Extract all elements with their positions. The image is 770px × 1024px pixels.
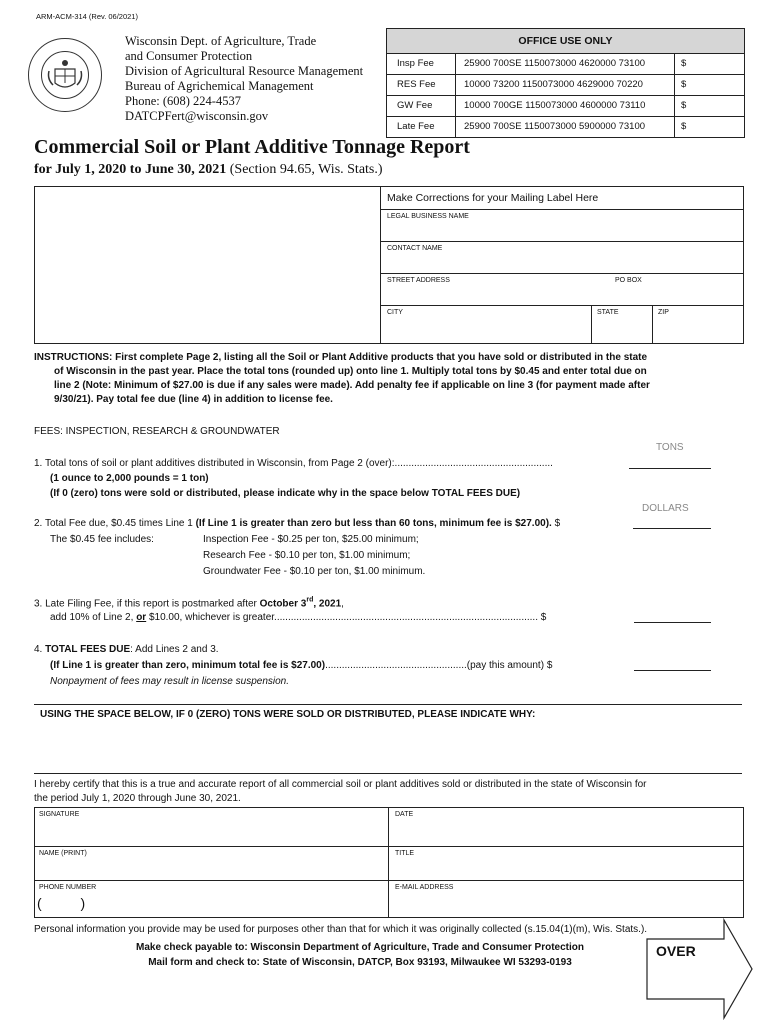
address-box	[34, 186, 744, 344]
fee-label: GW Fee	[387, 96, 456, 116]
line-3	[34, 597, 344, 609]
over-arrow-icon	[646, 918, 756, 1020]
agency-email: DATCPFert@wisconsin.gov	[125, 109, 269, 123]
legal-business-name-field[interactable]	[381, 209, 743, 241]
over-label: OVER	[656, 943, 696, 959]
field-label: CITY	[387, 309, 403, 316]
fees-heading: FEES: INSPECTION, RESEARCH & GROUNDWATER	[34, 426, 280, 437]
line-1-note: (1 ounce to 2,000 pounds = 1 ton)	[50, 473, 209, 484]
late-year: , 2021	[313, 598, 342, 610]
fee-code: 10000 700GE 1150073000 4600000 73110	[456, 96, 675, 116]
groundwater-fee-note: Groundwater Fee - $0.10 per ton, $1.00 minimum.	[203, 566, 426, 577]
subtitle-period: for July 1, 2020 to June 30, 2021	[34, 162, 227, 177]
instructions-line: line 2 (Note: Minimum of $27.00 is due if any sales were made). Add penalty fee if applicable on line 3 (for payment made after	[54, 380, 650, 391]
fee-amount[interactable]: $	[681, 58, 687, 69]
mailing-instructions: Mail form and check to: State of Wisconsin, DATCP, Box 93193, Milwaukee WI 53293-0193	[148, 957, 572, 968]
fee-code: 25900 700SE 1150073000 4620000 73100	[456, 54, 675, 74]
late-fee-input[interactable]	[634, 612, 711, 623]
comma: ,	[341, 598, 344, 610]
field-label: NAME (PRINT)	[39, 850, 87, 857]
signature-block	[34, 807, 744, 918]
dollar-sign: $	[554, 518, 561, 529]
subtitle-statute: (Section 94.65, Wis. Stats.)	[226, 162, 383, 177]
instructions	[34, 351, 739, 407]
mailing-corrections	[381, 187, 743, 344]
agency-line-1: Wisconsin Dept. of Agriculture, Trade	[125, 34, 317, 48]
line-2-text: 2. Total Fee due, $0.45 times Line 1	[34, 518, 196, 529]
pay-amount-label: (pay this amount) $	[466, 660, 553, 671]
total-fee-input[interactable]	[633, 518, 711, 529]
field-label: PHONE NUMBER	[39, 884, 97, 891]
field-label: STATE	[597, 309, 619, 316]
field-label: LEGAL BUSINESS NAME	[387, 213, 469, 220]
date-suffix: rd	[306, 597, 314, 604]
field-label: CONTACT NAME	[387, 245, 443, 252]
line-4-minimum: (If Line 1 is greater than zero, minimum total fee is $27.00)	[50, 660, 326, 671]
city-state-zip-row	[381, 305, 743, 344]
leader-dots: .........................................................	[394, 458, 553, 469]
field-label: PO BOX	[615, 277, 642, 284]
instructions-line: of Wisconsin in the past year. Place the total tons (rounded up) onto line 1. Multiply total tons by $0.45 and enter total due on	[54, 366, 647, 377]
fee-amount[interactable]: $	[681, 100, 687, 111]
office-use-row	[387, 75, 744, 96]
office-use-row	[387, 54, 744, 75]
certification-period: the period July 1, 2020 through June 30, 2021.	[34, 793, 241, 804]
line-1-text: 1. Total tons of soil or plant additives distributed in Wisconsin, from Page 2 (over):	[34, 458, 395, 469]
certification-line: I hereby certify that this is a true and accurate report of all commercial soil or plant additives sold or distributed in the state of Wisconsin for	[34, 779, 647, 790]
fee-amount[interactable]: $	[681, 121, 687, 132]
field-label: STREET ADDRESS	[387, 277, 450, 284]
office-use-header: OFFICE USE ONLY	[387, 29, 744, 54]
fee-code: 25900 700SE 1150073000 5900000 73100	[456, 117, 675, 137]
line-4-text: : Add Lines 2 and 3.	[130, 644, 219, 655]
street-address-field[interactable]	[381, 273, 743, 305]
line-3-add: add 10% of Line 2,	[50, 612, 137, 623]
dollars-label: DOLLARS	[642, 503, 689, 514]
fee-label: RES Fee	[387, 75, 456, 95]
office-use-table	[386, 28, 745, 138]
agency-phone: Phone: (608) 224-4537	[125, 94, 241, 108]
field-label: ZIP	[658, 309, 669, 316]
agency-info	[125, 34, 363, 124]
fee-label: Insp Fee	[387, 54, 456, 74]
mailing-header: Make Corrections for your Mailing Label Here	[387, 192, 599, 204]
instructions-line: 9/30/21). Pay total fee due (line 4) in addition to license fee.	[54, 394, 333, 405]
phone-field[interactable]	[35, 881, 388, 917]
privacy-notice: Personal information you provide may be used for purposes other than that for which it was originally collected (s.15.04(1)(m), Wis. Stats.).	[34, 924, 648, 935]
page-title: Commercial Soil or Plant Additive Tonnage Report	[34, 136, 470, 158]
form-number: ARM-ACM-314 (Rev. 06/2021)	[36, 12, 138, 21]
fee-includes-label: The $0.45 fee includes:	[50, 534, 154, 545]
or-text: or	[136, 612, 147, 623]
field-label: TITLE	[395, 850, 415, 857]
line-3-detail	[50, 612, 546, 623]
field-label: DATE	[395, 811, 414, 818]
divider	[34, 773, 742, 774]
line-4-detail	[50, 660, 552, 671]
inspection-fee-note: Inspection Fee - $0.25 per ton, $25.00 minimum;	[203, 534, 419, 545]
date-field[interactable]	[389, 808, 743, 846]
zero-tons-reason-area[interactable]	[34, 725, 742, 773]
instructions-line: INSTRUCTIONS: First complete Page 2, listing all the Soil or Plant Additive products that you have sold or distributed in the state	[34, 352, 648, 363]
tons-label: TONS	[656, 442, 684, 453]
line-3-text: 3. Late Filing Fee, if this report is postmarked after	[34, 598, 260, 610]
contact-name-field[interactable]	[381, 241, 743, 273]
line-1	[34, 458, 553, 469]
field-label: SIGNATURE	[39, 811, 80, 818]
office-use-row	[387, 117, 744, 137]
total-due-input[interactable]	[634, 660, 711, 671]
fee-code: 10000 73200 1150073000 4629000 70220	[456, 75, 675, 95]
field-label: E-MAIL ADDRESS	[395, 884, 454, 891]
line-4-number: 4.	[34, 644, 46, 655]
page-subtitle	[34, 162, 383, 178]
name-field[interactable]	[35, 847, 388, 880]
signature-field[interactable]	[35, 808, 388, 846]
tons-input[interactable]	[629, 458, 711, 469]
research-fee-note: Research Fee - $0.10 per ton, $1.00 minimum;	[203, 550, 411, 561]
line-3-greater: $10.00, whichever is greater	[146, 612, 275, 623]
line-2-minimum: (If Line 1 is greater than zero but less than 60 tons, minimum fee is $27.00).	[195, 518, 552, 529]
zero-tons-heading: USING THE SPACE BELOW, IF 0 (ZERO) TONS WERE SOLD OR DISTRIBUTED, PLEASE INDICATE WHY:	[40, 709, 536, 720]
state-seal-logo	[28, 38, 102, 112]
mailing-label-area[interactable]	[35, 187, 381, 343]
line-4	[34, 644, 219, 655]
late-date: October 3	[259, 598, 307, 610]
leader-dots: ...................................................	[325, 660, 467, 671]
title-field[interactable]	[389, 847, 743, 880]
agency-line-4: Bureau of Agrichemical Management	[125, 79, 314, 93]
check-payable: Make check payable to: Wisconsin Department of Agriculture, Trade and Consumer Protection	[136, 942, 584, 953]
dollar-sign: $	[540, 612, 547, 623]
divider	[34, 704, 742, 705]
leader-dots: ...............................................................................................	[274, 612, 538, 623]
line-1-zero-note: (If 0 (zero) tons were sold or distributed, please indicate why in the space below TOTAL FEES DUE)	[50, 488, 521, 499]
agency-line-2: and Consumer Protection	[125, 49, 253, 63]
email-field[interactable]	[389, 881, 743, 917]
fee-amount[interactable]: $	[681, 79, 687, 90]
agency-line-3: Division of Agricultural Resource Management	[125, 64, 364, 78]
total-fees-due-label: TOTAL FEES DUE	[45, 644, 131, 655]
phone-parens: ( )	[37, 895, 86, 911]
nonpayment-note: Nonpayment of fees may result in license suspension.	[50, 676, 290, 687]
line-2	[34, 518, 560, 529]
fee-label: Late Fee	[387, 117, 456, 137]
office-use-row	[387, 96, 744, 117]
